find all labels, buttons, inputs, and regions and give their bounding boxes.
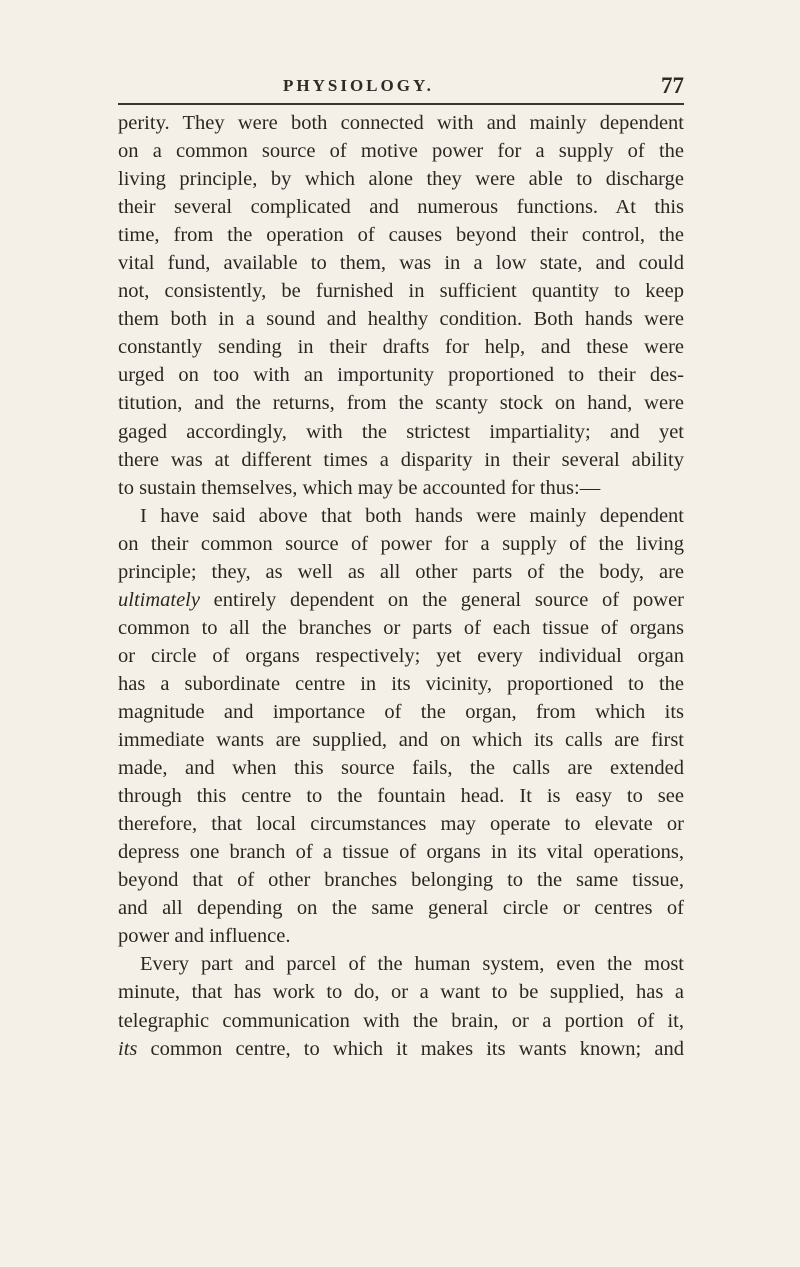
text-line: minute, that has work to do, or a want to be supplied, has a (118, 981, 684, 1004)
text-line-rest: common centre, to which it makes its wants known; and (150, 1037, 684, 1060)
text-line: and all depending on the same general circle or centres of (118, 897, 684, 920)
text-line: beyond that of other branches belonging to the same tissue, (118, 869, 684, 892)
body-text (118, 109, 684, 1063)
text-line: power and influence. (118, 925, 291, 948)
header-rule (118, 103, 684, 105)
text-line: on their common source of power for a supply of the living (118, 532, 684, 555)
text-line-with-italic (118, 586, 684, 614)
page-number: 77 (661, 73, 684, 98)
text-line-with-italic (118, 1035, 684, 1063)
text-line: telegraphic communication with the brain, or a portion of it, (118, 1009, 684, 1032)
text-line: time, from the operation of causes beyond their control, the (118, 224, 684, 247)
text-line: or circle of organs respectively; yet every individual organ (118, 644, 684, 667)
text-line: vital fund, available to them, was in a low state, and could (118, 252, 684, 275)
text-line: them both in a sound and healthy condition. Both hands were (118, 308, 684, 331)
text-line-rest: entirely dependent on the general source of power (213, 588, 684, 611)
text-line: titution, and the returns, from the scanty stock on hand, were (118, 392, 684, 415)
text-line: common to all the branches or parts of each tissue of organs (118, 616, 684, 639)
text-line: principle; they, as well as all other parts of the body, are (118, 560, 684, 583)
italic-word: ultimately (118, 588, 200, 611)
text-line: I have said above that both hands were mainly dependent (140, 504, 684, 527)
text-line: magnitude and importance of the organ, from which its (118, 700, 684, 723)
text-line: constantly sending in their drafts for help, and these were (118, 336, 684, 359)
text-line: therefore, that local circumstances may operate to elevate or (118, 813, 684, 836)
running-title: PHYSIOLOGY. (283, 76, 434, 95)
text-line: urged on too with an importunity proportioned to their des- (118, 364, 684, 387)
text-line: immediate wants are supplied, and on which its calls are first (118, 729, 684, 752)
text-line: through this centre to the fountain head. It is easy to see (118, 785, 684, 808)
text-line: there was at different times a disparity in their several ability (118, 448, 684, 471)
text-line: Every part and parcel of the human system, even the most (140, 953, 684, 976)
text-line: not, consistently, be furnished in sufficient quantity to keep (118, 280, 684, 303)
text-line: their several complicated and numerous functions. At this (118, 196, 684, 219)
text-line: depress one branch of a tissue of organs in its vital operations, (118, 841, 684, 864)
text-line: to sustain themselves, which may be accounted for thus:— (118, 476, 601, 499)
text-line: made, and when this source fails, the calls are extended (118, 757, 684, 780)
text-line: gaged accordingly, with the strictest impartiality; and yet (118, 420, 684, 443)
text-line: living principle, by which alone they were able to discharge (118, 168, 684, 191)
text-line: has a subordinate centre in its vicinity, proportioned to the (118, 672, 684, 695)
text-line: on a common source of motive power for a supply of the (118, 140, 684, 163)
running-head (118, 73, 684, 106)
text-line: perity. They were both connected with and mainly dependent (118, 112, 684, 134)
italic-word: its (118, 1037, 138, 1060)
